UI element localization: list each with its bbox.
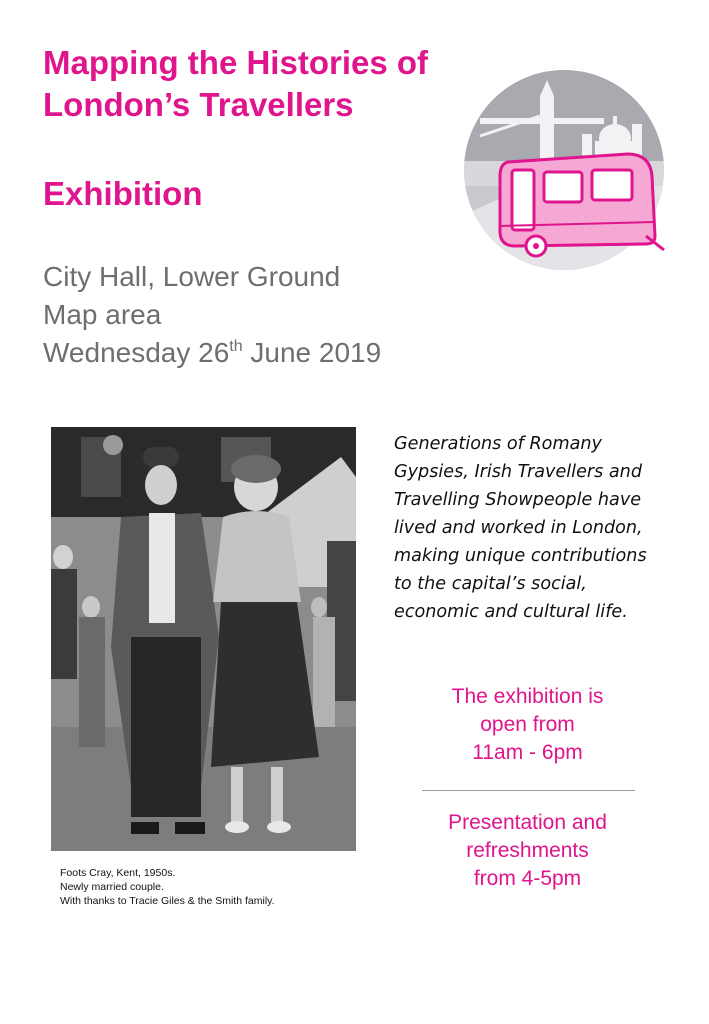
blurb-line: to the capital’s social, <box>394 574 587 594</box>
date-rest: June 2019 <box>242 337 382 368</box>
venue-line-1: City Hall, Lower Ground <box>43 261 341 292</box>
divider <box>422 790 635 791</box>
caravan-skyline-logo <box>460 66 668 274</box>
caption-line-2: Newly married couple. <box>60 881 164 893</box>
title-line-2: London’s Travellers <box>43 86 354 123</box>
opening-hours <box>420 683 635 767</box>
hours-line-3: 11am - 6pm <box>472 741 583 764</box>
blurb-line: Travelling Showpeople have <box>394 490 642 510</box>
caption-line-3: With thanks to Tracie Giles & the Smith family. <box>60 895 275 907</box>
presentation-line-2: refreshments <box>466 839 589 862</box>
venue-date <box>43 334 381 372</box>
exhibition-title <box>43 42 428 126</box>
presentation-line-3: from 4-5pm <box>473 867 582 890</box>
venue-info <box>43 258 381 372</box>
presentation-info <box>420 809 635 893</box>
hours-line-1: The exhibition is <box>451 685 604 708</box>
presentation-line-1: Presentation and <box>448 811 607 834</box>
hours-line-2: open from <box>480 713 575 736</box>
exhibition-subtitle: Exhibition <box>43 175 203 212</box>
blurb-line: Generations of Romany <box>394 434 602 454</box>
photo-caption <box>60 866 275 908</box>
blurb-line: making unique contributions <box>394 546 647 566</box>
blurb-line: economic and cultural life. <box>394 602 628 622</box>
date-day: Wednesday 26 <box>43 337 230 368</box>
caption-line-1: Foots Cray, Kent, 1950s. <box>60 867 176 879</box>
blurb-line: Gypsies, Irish Travellers and <box>394 462 642 482</box>
date-suffix: th <box>229 338 243 355</box>
title-line-1: Mapping the Histories of <box>43 44 429 81</box>
historical-photo <box>51 427 356 851</box>
description-blurb <box>394 430 694 626</box>
venue-line-2: Map area <box>43 299 162 330</box>
blurb-line: lived and worked in London, <box>394 518 643 538</box>
